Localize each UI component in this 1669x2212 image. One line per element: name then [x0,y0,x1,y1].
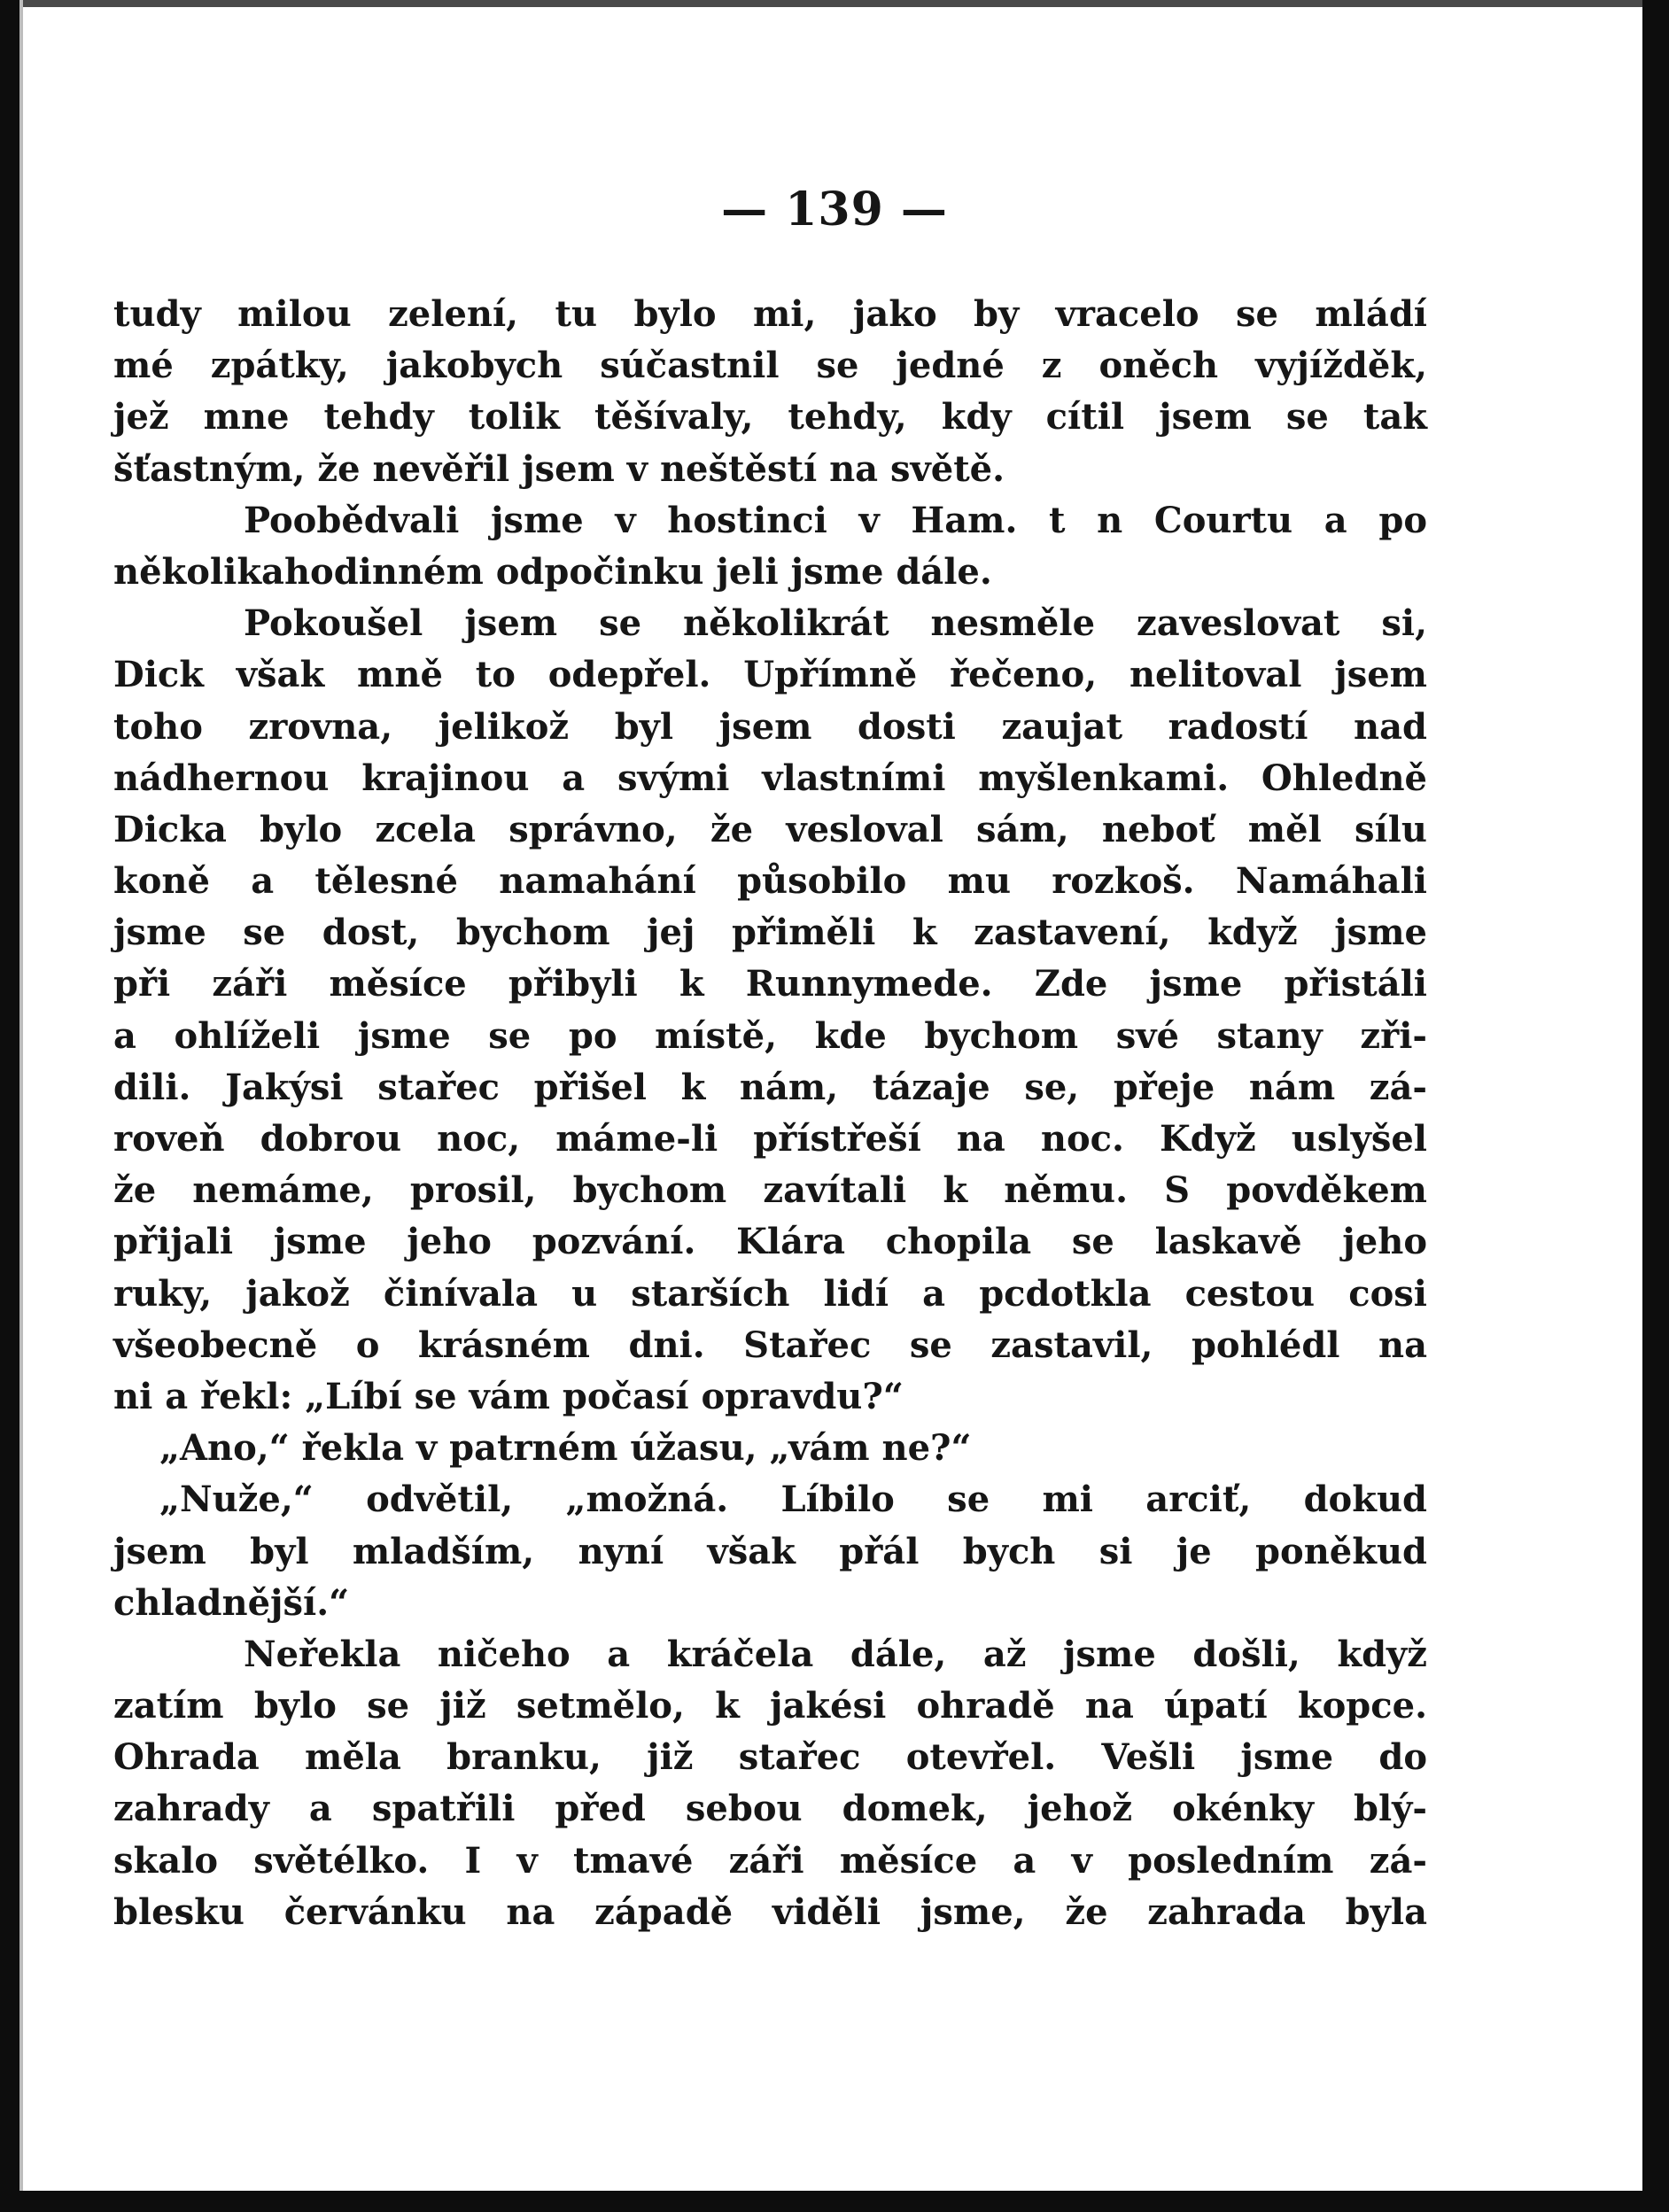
text-line: přijali jsme jeho pozvání. Klára chopila se laskavě jeho [113,1221,1427,1263]
text-line: „Ano,“ řekla v patrném úžasu, „vám ne?“ [159,1427,972,1470]
text-line: šťastným, že nevěřil jsem v neštěstí na světě. [113,447,1005,490]
page-number: — 139 — [721,182,948,237]
text-line: toho zrovna, jelikož byl jsem dosti zaujat radostí nad [113,705,1427,748]
text-line: skalo světélko. I v tmavé záři měsíce a v posledním zá- [113,1839,1427,1882]
text-line: Poobědvali jsme v hostinci v Ham. t n Courtu a po [244,499,1427,541]
text-line: ruky, jakož činívala u starších lidí a pcdotkla cestou cosi [113,1272,1427,1315]
text-line: a ohlíželi jsme se po místě, kde bychom své stany zři- [113,1014,1427,1057]
text-line: roveň dobrou noc, máme-li přístřeší na noc. Když uslyšel [113,1118,1427,1160]
text-line: nádhernou krajinou a svými vlastními myšlenkami. Ohledně [113,757,1427,799]
text-line: chladnější.“ [113,1581,350,1624]
text-line: blesku červánku na západě viděli jsme, že zahrada byla [113,1890,1427,1933]
text-line: zatím bylo se již setmělo, k jakési ohradě na úpatí kopce. [113,1685,1427,1727]
text-line: Neřekla ničeho a kráčela dále, až jsme došli, když [244,1633,1427,1675]
text-line: při záři měsíce přibyli k Runnymede. Zde jsme přistáli [113,963,1427,1005]
text-line: Ohrada měla branku, již stařec otevřel. Vešli jsme do [113,1736,1427,1779]
scan-border-right [1642,0,1669,2212]
text-line: že nemáme, prosil, bychom zavítali k němu. S povděkem [113,1169,1427,1212]
scan-edge-left [19,0,23,2212]
text-line: Dicka bylo zcela správno, že vesloval sám, neboť měl sílu [113,808,1427,850]
body-text [113,289,1427,1938]
text-line: všeobecně o krásném dni. Stařec se zastavil, pohlédl na [113,1323,1427,1366]
text-line: Dick však mně to odepřel. Upřímně řečeno, nelitoval jsem [113,654,1427,696]
text-line: několikahodinném odpočinku jeli jsme dále. [113,550,992,593]
text-line: dili. Jakýsi stařec přišel k nám, tázaje se, přeje nám zá- [113,1066,1427,1108]
text-line: koně a tělesné namahání působilo mu rozkoš. Namáhali [113,860,1427,903]
text-line: jež mne tehdy tolik těšívaly, tehdy, kdy cítil jsem se tak [113,396,1427,439]
text-line: zahrady a spatřili před sebou domek, jehož okénky blý- [113,1788,1427,1830]
text-line: tudy milou zelení, tu bylo mi, jako by vracelo se mládí [113,293,1427,335]
text-line: „Nuže,“ odvětil, „možná. Líbilo se mi arciť, dokud [159,1479,1427,1521]
text-line: jsme se dost, bychom jej přiměli k zastavení, když jsme [113,912,1427,954]
text-line: Pokoušel jsem se několikrát nesměle zaveslovat si, [244,602,1427,645]
text-line: jsem byl mladším, nyní však přál bych si je poněkud [113,1530,1427,1572]
text-line: ni a řekl: „Líbí se vám počasí opravdu?“ [113,1375,904,1417]
scan-border-bottom [0,2191,1669,2212]
text-line: mé zpátky, jakobych súčastnil se jedné z oněch vyjížděk, [113,345,1427,387]
scan-border-top [0,0,1669,7]
scan-border-left [0,0,19,2212]
